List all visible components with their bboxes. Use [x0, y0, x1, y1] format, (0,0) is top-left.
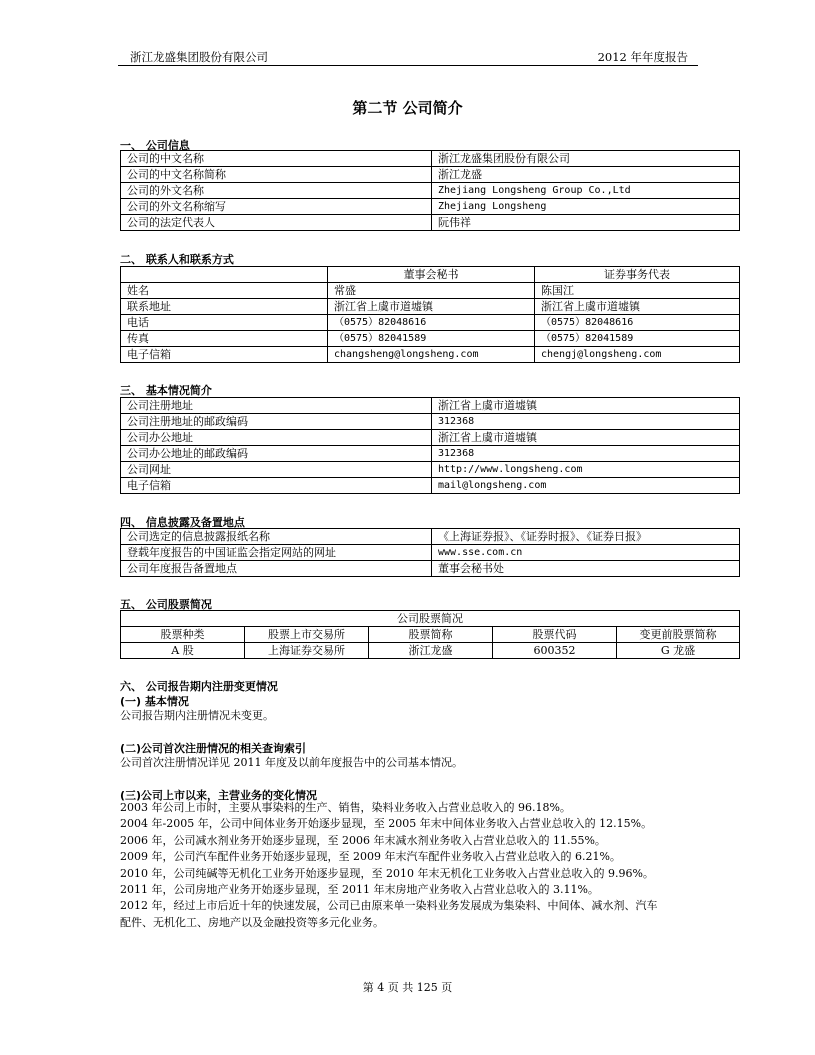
table-cell: 公司选定的信息披露报纸名称 [121, 529, 432, 545]
table-cell: www.sse.com.cn [432, 545, 740, 561]
table-header-cell: 证券事务代表 [535, 267, 740, 283]
table-cell: 公司的法定代表人 [121, 215, 432, 231]
paragraph-line: 2009 年，公司汽车配件业务开始逐步显现，至 2009 年末汽车配件业务收入占营业总收入的 6.21%。 [120, 850, 621, 864]
table-header-cell: 董事会秘书 [328, 267, 535, 283]
header-report-title: 2012 年年度报告 [597, 50, 688, 64]
subsection-index-heading: (二)公司首次注册情况的相关查询索引 [120, 742, 307, 755]
table-row [121, 545, 740, 561]
table-cell: 传真 [121, 331, 328, 347]
table-cell: 公司的外文名称 [121, 183, 432, 199]
table-row [121, 529, 740, 545]
table-cell: （0575）82048616 [535, 315, 740, 331]
company-info-table [120, 150, 740, 231]
table-cell: chengj@longsheng.com [535, 347, 740, 363]
table-row [121, 446, 740, 462]
paragraph-line: 2012 年，经过上市后近十年的快速发展，公司已由原来单一染料业务发展成为集染料、中间体、减水剂、汽车 [120, 899, 658, 913]
table-cell: （0575）82041589 [328, 331, 535, 347]
table-cell: 浙江龙盛集团股份有限公司 [432, 151, 740, 167]
paragraph-line: 2010 年，公司纯碱等无机化工业务开始逐步显现，至 2010 年末无机化工业务收入占营业总收入的 9.96%。 [120, 866, 654, 880]
table-row [121, 430, 740, 446]
subsection-basic-heading: (一) 基本情况 [120, 695, 189, 708]
table-cell: http://www.longsheng.com [432, 462, 740, 478]
table-row [121, 462, 740, 478]
table-cell: 浙江省上虞市道墟镇 [432, 430, 740, 446]
table-row [121, 283, 740, 299]
page-title: 第二节 公司简介 [352, 99, 463, 117]
table-row [121, 398, 740, 414]
page-header [118, 47, 698, 66]
table-row [121, 299, 740, 315]
table-row [121, 267, 740, 283]
subsection-business-heading: (三)公司上市以来，主营业务的变化情况 [120, 789, 318, 802]
table-cell: mail@longsheng.com [432, 478, 740, 494]
paragraph-line: 2004 年-2005 年，公司中间体业务开始逐步显现，至 2005 年末中间体业务收入占营业总收入的 12.15%。 [120, 817, 653, 831]
table-cell: 姓名 [121, 283, 328, 299]
table-header-cell: 股票代码 [493, 627, 617, 643]
table-row [121, 315, 740, 331]
table-cell: 电子信箱 [121, 478, 432, 494]
table-row [121, 627, 740, 643]
section-disclosure-heading: 四、 信息披露及备置地点 [120, 516, 245, 529]
table-cell: 公司注册地址的邮政编码 [121, 414, 432, 430]
table-row [121, 414, 740, 430]
stock-table [120, 610, 740, 659]
table-row [121, 331, 740, 347]
table-cell: 陈国江 [535, 283, 740, 299]
table-cell: 公司的外文名称缩写 [121, 199, 432, 215]
table-row [121, 643, 740, 659]
paragraph-line: 2006 年，公司减水剂业务开始逐步显现，至 2006 年末减水剂业务收入占营业总收入的 11.55%。 [120, 833, 606, 847]
subsection-business-text [120, 800, 710, 931]
table-row [121, 199, 740, 215]
table-cell: 600352 [493, 643, 617, 659]
table-row [121, 183, 740, 199]
table-row [121, 347, 740, 363]
table-row [121, 167, 740, 183]
subsection-index-text [120, 755, 710, 771]
table-cell [121, 267, 328, 283]
paragraph-line: 配件、无机化工、房地产以及金融投资等多元化业务。 [120, 915, 384, 929]
header-company-name: 浙江龙盛集团股份有限公司 [130, 50, 268, 64]
table-cell: 浙江龙盛 [432, 167, 740, 183]
contacts-table [120, 266, 740, 363]
table-row [121, 478, 740, 494]
table-row [121, 611, 740, 627]
paragraph-line: 公司报告期内注册情况未变更。 [120, 709, 274, 722]
table-cell: 登载年度报告的中国证监会指定网站的网址 [121, 545, 432, 561]
table-header-cell: 变更前股票简称 [617, 627, 740, 643]
table-cell: Zhejiang Longsheng [432, 199, 740, 215]
page-footer: 第 4 页 共 125 页 [362, 981, 453, 994]
table-row [121, 561, 740, 577]
disclosure-table [120, 528, 740, 577]
table-cell: 常盛 [328, 283, 535, 299]
table-cell: 公司的中文名称 [121, 151, 432, 167]
table-cell: 公司办公地址的邮政编码 [121, 446, 432, 462]
table-cell: 公司年度报告备置地点 [121, 561, 432, 577]
table-row [121, 215, 740, 231]
table-cell: 上海证券交易所 [245, 643, 369, 659]
table-cell: G 龙盛 [617, 643, 740, 659]
section-company-info-heading: 一、 公司信息 [120, 139, 190, 152]
table-cell: 阮伟祥 [432, 215, 740, 231]
table-row [121, 151, 740, 167]
table-title-cell: 公司股票简况 [121, 611, 740, 627]
table-cell: 浙江省上虞市道墟镇 [328, 299, 535, 315]
section-stock-heading: 五、 公司股票简况 [120, 598, 212, 611]
table-cell: 浙江龙盛 [369, 643, 493, 659]
table-cell: 董事会秘书处 [432, 561, 740, 577]
table-cell: 312368 [432, 446, 740, 462]
table-cell: A 股 [121, 643, 245, 659]
table-cell: 浙江省上虞市道墟镇 [535, 299, 740, 315]
table-cell: 联系地址 [121, 299, 328, 315]
table-header-cell: 股票简称 [369, 627, 493, 643]
section-contacts-heading: 二、 联系人和联系方式 [120, 253, 234, 266]
table-cell: Zhejiang Longsheng Group Co.,Ltd [432, 183, 740, 199]
table-cell: （0575）82048616 [328, 315, 535, 331]
table-cell: 电话 [121, 315, 328, 331]
table-cell: 公司注册地址 [121, 398, 432, 414]
table-cell: 公司的中文名称简称 [121, 167, 432, 183]
paragraph-line: 2003 年公司上市时，主要从事染料的生产、销售，染料业务收入占营业总收入的 96.18%。 [120, 801, 571, 814]
table-cell: 312368 [432, 414, 740, 430]
table-header-cell: 股票种类 [121, 627, 245, 643]
section-registration-heading: 六、 公司报告期内注册变更情况 [120, 680, 278, 693]
basic-info-table [120, 397, 740, 494]
table-cell: （0575）82041589 [535, 331, 740, 347]
paragraph-line: 公司首次注册情况详见 2011 年度及以前年度报告中的公司基本情况。 [120, 756, 463, 769]
table-cell: 公司办公地址 [121, 430, 432, 446]
table-cell: 浙江省上虞市道墟镇 [432, 398, 740, 414]
table-cell: 电子信箱 [121, 347, 328, 363]
table-header-cell: 股票上市交易所 [245, 627, 369, 643]
table-cell: 公司网址 [121, 462, 432, 478]
subsection-basic-text [120, 708, 710, 724]
section-basic-info-heading: 三、 基本情况简介 [120, 384, 212, 397]
table-cell: 《上海证券报》、《证券时报》、《证券日报》 [432, 529, 740, 545]
paragraph-line: 2011 年，公司房地产业务开始逐步显现，至 2011 年末房地产业务收入占营业总收入的 3.11%。 [120, 883, 599, 897]
table-cell: changsheng@longsheng.com [328, 347, 535, 363]
